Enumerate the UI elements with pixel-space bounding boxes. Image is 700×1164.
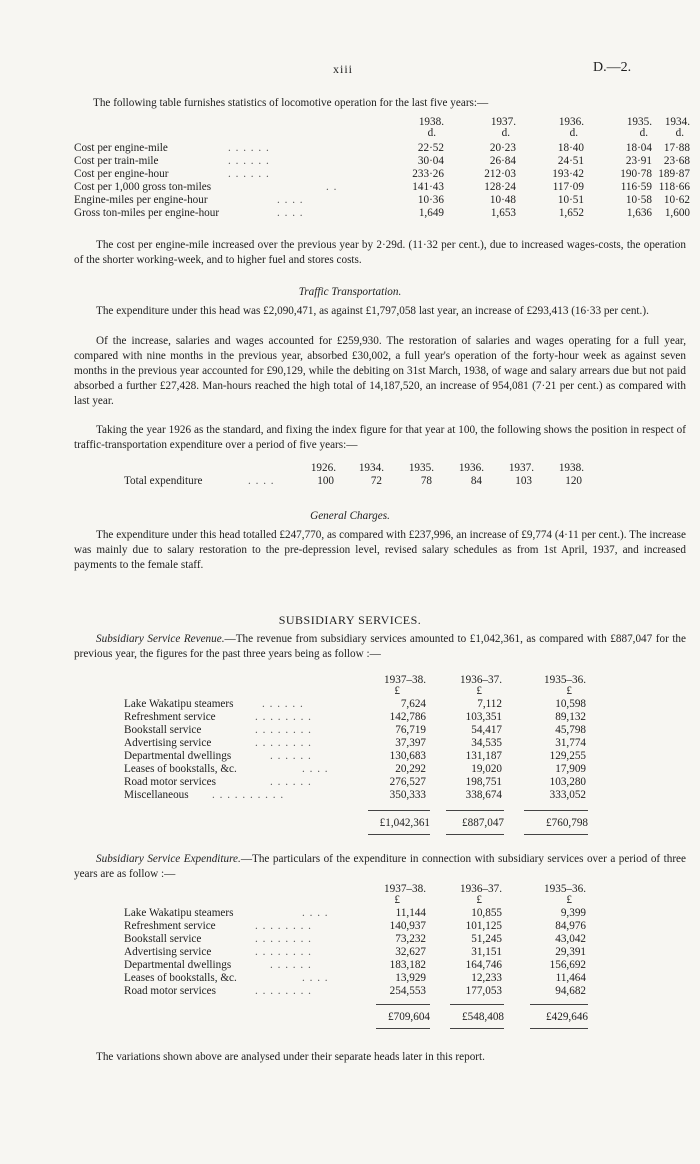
loco-row-label: Gross ton-miles per engine-hour — [74, 207, 220, 219]
leader-dots: . . . . . . . . — [255, 946, 312, 958]
loco-unit: d. — [427, 127, 436, 139]
expenditure-value: 177,053 — [465, 985, 502, 997]
leader-dots: . . . . . . . . — [255, 920, 312, 932]
revenue-title: Subsidiary Service Revenue. — [96, 633, 225, 645]
expenditure-total: £709,604 — [388, 1011, 430, 1023]
revenue-value: 45,798 — [555, 724, 586, 736]
revenue-text: —The revenue from subsidiary services amounted to £1,042,361, as compared with £887,047 for the previous year, the figures for the past three years being as follow :— — [74, 633, 686, 660]
leader-dots: . . . . . . . . — [255, 933, 312, 945]
revenue-value: 103,351 — [465, 711, 502, 723]
total-rule — [368, 810, 430, 811]
total-rule — [524, 834, 588, 835]
revenue-row-label: Leases of bookstalls, &c. — [124, 763, 237, 775]
loco-year: 1938. — [418, 116, 444, 128]
expenditure-paragraph — [74, 852, 686, 882]
expenditure-value: 156,692 — [549, 959, 586, 971]
revenue-year: 1935–36. — [544, 674, 586, 686]
index-value: 103 — [515, 475, 532, 487]
loco-value: 128·24 — [484, 181, 516, 193]
revenue-row-label: Refreshment service — [124, 711, 216, 723]
revenue-row-label: Road motor services — [124, 776, 216, 788]
traffic-heading: Traffic Transportation. — [298, 286, 402, 298]
total-rule — [446, 834, 504, 835]
currency-symbol: £ — [394, 685, 400, 697]
currency-symbol: £ — [394, 894, 400, 906]
expenditure-value: 84,976 — [555, 920, 586, 932]
currency-symbol: £ — [476, 685, 482, 697]
total-rule — [376, 1004, 430, 1005]
loco-value: 10·36 — [417, 194, 444, 206]
leader-dots: . . . . — [277, 194, 304, 206]
revenue-value: 20,292 — [395, 763, 426, 775]
expenditure-value: 94,682 — [555, 985, 586, 997]
expenditure-value: 140,937 — [389, 920, 426, 932]
loco-value: 193·42 — [552, 168, 584, 180]
loco-note: The cost per engine-mile increased over the previous year by 2·29d. (11·32 per cent.), due to increased wages-costs, the operation of the shorter working-week, and to higher fuel and stores costs. — [74, 239, 686, 266]
revenue-paragraph — [74, 632, 686, 662]
total-rule — [368, 834, 430, 835]
expenditure-row-label: Departmental dwellings — [124, 959, 232, 971]
loco-value: 116·59 — [620, 181, 652, 193]
traffic-paragraph-3: Taking the year 1926 as the standard, and fixing the index figure for that year at 100, the following shows the position in respect of traffic-transportation expenditure over a period of five years:— — [74, 424, 686, 451]
total-rule — [450, 1004, 504, 1005]
page-number: xiii — [333, 62, 354, 76]
expenditure-text: —The particulars of the expenditure in connection with subsidiary services over a period of three years are as follow :— — [74, 853, 686, 880]
traffic-paragraph-2: Of the increase, salaries and wages accounted for £259,930. The restoration of salaries and wages operating for a full year, compared with nine months in the previous year, absorbed £30,002, a full year's operation of the forty-hour week as against seven months in the previous year accounted for £90,129, while the debiting on 31st March, 1938, of wage and salary arrears due but not paid absorbed a further £27,428. Man-hours reached the high total of 14,187,520, an increase of 954,081 (7·21 per cent.) as compared with last year. — [74, 335, 686, 407]
leader-dots: . . — [326, 181, 338, 193]
index-value: 120 — [565, 475, 582, 487]
expenditure-title: Subsidiary Service Expenditure. — [96, 853, 241, 865]
expenditure-value: 10,855 — [471, 907, 502, 919]
revenue-value: 76,719 — [395, 724, 426, 736]
index-label: Total expenditure — [124, 475, 203, 487]
leader-dots: . . . . . . . . — [255, 711, 312, 723]
leader-dots: . . . . . . . . — [255, 985, 312, 997]
revenue-value: 276,527 — [389, 776, 426, 788]
loco-row-label: Cost per engine-hour — [74, 168, 169, 180]
revenue-year: 1937–38. — [384, 674, 426, 686]
traffic-paragraph-1: The expenditure under this head was £2,090,471, as against £1,797,058 last year, an increase of £293,413 (16·33 per cent.). — [96, 305, 649, 317]
loco-year: 1934. — [664, 116, 690, 128]
document-reference: D.—2. — [593, 60, 632, 75]
total-rule — [450, 1028, 504, 1029]
loco-value: 233·26 — [412, 168, 444, 180]
revenue-value: 17,909 — [555, 763, 586, 775]
total-rule — [376, 1028, 430, 1029]
expenditure-value: 13,929 — [395, 972, 426, 984]
revenue-row-label: Lake Wakatipu steamers — [124, 698, 234, 710]
loco-row-label: Engine-miles per engine-hour — [74, 194, 208, 206]
leader-dots: . . . . . . — [270, 776, 312, 788]
loco-value: 141·43 — [412, 181, 444, 193]
expenditure-value: 101,125 — [465, 920, 502, 932]
revenue-value: 34,535 — [471, 737, 502, 749]
total-rule — [530, 1004, 588, 1005]
loco-value: 23·68 — [663, 155, 690, 167]
leader-dots: . . . . . . — [270, 750, 312, 762]
revenue-value: 350,333 — [389, 789, 426, 801]
closing-note: The variations shown above are analysed under their separate heads later in this report. — [96, 1051, 485, 1063]
revenue-value: 54,417 — [471, 724, 502, 736]
revenue-value: 7,112 — [477, 698, 502, 710]
revenue-total: £1,042,361 — [379, 817, 430, 829]
expenditure-year: 1935–36. — [544, 883, 586, 895]
index-year: 1926. — [310, 462, 336, 474]
expenditure-total: £548,408 — [462, 1011, 504, 1023]
loco-value: 189·87 — [658, 168, 690, 180]
total-rule — [530, 1028, 588, 1029]
index-value: 84 — [470, 475, 482, 487]
loco-row-label: Cost per 1,000 gross ton-miles — [74, 181, 212, 193]
loco-value: 10·58 — [625, 194, 652, 206]
leader-dots: . . . . . . — [228, 155, 270, 167]
loco-value: 17·88 — [663, 142, 690, 154]
leader-dots: . . . . . . . . . . — [212, 789, 285, 801]
leader-dots: . . . . . . — [270, 959, 312, 971]
expenditure-total: £429,646 — [546, 1011, 588, 1023]
loco-value: 10·51 — [557, 194, 584, 206]
revenue-value: 333,052 — [549, 789, 586, 801]
loco-value: 20·23 — [489, 142, 516, 154]
loco-value: 18·40 — [557, 142, 584, 154]
index-value: 78 — [420, 475, 432, 487]
currency-symbol: £ — [566, 894, 572, 906]
revenue-value: 7,624 — [400, 698, 426, 710]
index-year: 1935. — [408, 462, 434, 474]
revenue-row-label: Bookstall service — [124, 724, 202, 736]
currency-symbol: £ — [566, 685, 572, 697]
revenue-value: 338,674 — [465, 789, 502, 801]
revenue-value: 198,751 — [465, 776, 502, 788]
leader-dots: . . . . — [302, 763, 329, 775]
expenditure-value: 29,391 — [555, 946, 586, 958]
general-paragraph: The expenditure under this head totalled £247,770, as compared with £237,996, an increase of £9,774 (4·11 per cent.). The increase was mainly due to salary restoration to the pre-depression level, revised salary schedules as from 1st April, 1937, and increased payments to the female staff. — [74, 529, 686, 571]
loco-row-label: Cost per train-mile — [74, 155, 159, 167]
revenue-value: 37,397 — [395, 737, 426, 749]
index-year: 1938. — [558, 462, 584, 474]
expenditure-row-label: Refreshment service — [124, 920, 216, 932]
revenue-row-label: Departmental dwellings — [124, 750, 232, 762]
revenue-value: 142,786 — [389, 711, 426, 723]
expenditure-value: 12,233 — [471, 972, 502, 984]
loco-value: 117·09 — [552, 181, 584, 193]
loco-year: 1937. — [490, 116, 516, 128]
expenditure-value: 32,627 — [395, 946, 426, 958]
revenue-total: £887,047 — [462, 817, 504, 829]
loco-value: 23·91 — [625, 155, 652, 167]
expenditure-value: 73,232 — [395, 933, 426, 945]
expenditure-year: 1937–38. — [384, 883, 426, 895]
leader-dots: . . . . . . . . — [255, 724, 312, 736]
revenue-row-label: Advertising service — [124, 737, 212, 749]
revenue-value: 131,187 — [465, 750, 502, 762]
expenditure-value: 31,151 — [471, 946, 502, 958]
expenditure-year: 1936–37. — [460, 883, 502, 895]
revenue-total: £760,798 — [546, 817, 588, 829]
subsidiary-heading: SUBSIDIARY SERVICES. — [278, 613, 422, 627]
loco-value: 24·51 — [557, 155, 584, 167]
loco-value: 1,652 — [558, 207, 584, 219]
expenditure-row-label: Leases of bookstalls, &c. — [124, 972, 237, 984]
loco-row-label: Cost per engine-mile — [74, 142, 168, 154]
expenditure-row-label: Road motor services — [124, 985, 216, 997]
loco-value: 1,636 — [626, 207, 652, 219]
loco-value: 10·48 — [489, 194, 516, 206]
leader-dots: . . . . — [302, 907, 329, 919]
loco-unit: d. — [639, 127, 648, 139]
revenue-value: 31,774 — [555, 737, 586, 749]
loco-year: 1935. — [626, 116, 652, 128]
expenditure-value: 9,399 — [560, 907, 586, 919]
loco-value: 212·03 — [484, 168, 516, 180]
revenue-value: 89,132 — [555, 711, 586, 723]
leader-dots: . . . . . . — [228, 142, 270, 154]
loco-unit: d. — [569, 127, 578, 139]
expenditure-value: 254,553 — [389, 985, 426, 997]
general-heading: General Charges. — [310, 510, 390, 522]
expenditure-value: 183,182 — [389, 959, 426, 971]
revenue-year: 1936–37. — [460, 674, 502, 686]
index-value: 100 — [317, 475, 334, 487]
loco-value: 1,653 — [490, 207, 516, 219]
loco-unit: d. — [675, 127, 684, 139]
expenditure-value: 43,042 — [555, 933, 586, 945]
index-year: 1934. — [358, 462, 384, 474]
leader-dots: . . . . — [248, 475, 275, 487]
leader-dots: . . . . . . — [262, 698, 304, 710]
revenue-value: 10,598 — [555, 698, 586, 710]
expenditure-row-label: Lake Wakatipu steamers — [124, 907, 234, 919]
total-rule — [524, 810, 588, 811]
loco-year: 1936. — [558, 116, 584, 128]
loco-intro: The following table furnishes statistics of locomotive operation for the last five years:— — [93, 97, 489, 109]
total-rule — [446, 810, 504, 811]
expenditure-row-label: Advertising service — [124, 946, 212, 958]
revenue-value: 19,020 — [471, 763, 502, 775]
loco-value: 1,600 — [664, 207, 690, 219]
expenditure-value: 11,464 — [555, 972, 586, 984]
leader-dots: . . . . — [302, 972, 329, 984]
index-year: 1936. — [458, 462, 484, 474]
loco-value: 1,649 — [418, 207, 444, 219]
expenditure-value: 164,746 — [465, 959, 502, 971]
revenue-value: 129,255 — [549, 750, 586, 762]
index-value: 72 — [370, 475, 382, 487]
loco-value: 10·62 — [663, 194, 690, 206]
expenditure-value: 11,144 — [395, 907, 426, 919]
expenditure-row-label: Bookstall service — [124, 933, 202, 945]
revenue-value: 103,280 — [549, 776, 586, 788]
loco-value: 22·52 — [417, 142, 444, 154]
loco-value: 26·84 — [489, 155, 516, 167]
loco-value: 118·66 — [658, 181, 690, 193]
loco-value: 30·04 — [417, 155, 444, 167]
leader-dots: . . . . — [277, 207, 304, 219]
leader-dots: . . . . . . — [228, 168, 270, 180]
loco-value: 18·04 — [625, 142, 652, 154]
index-year: 1937. — [508, 462, 534, 474]
loco-value: 190·78 — [620, 168, 652, 180]
revenue-value: 130,683 — [389, 750, 426, 762]
leader-dots: . . . . . . . . — [255, 737, 312, 749]
currency-symbol: £ — [476, 894, 482, 906]
expenditure-value: 51,245 — [471, 933, 502, 945]
revenue-row-label: Miscellaneous — [124, 789, 189, 801]
loco-unit: d. — [501, 127, 510, 139]
